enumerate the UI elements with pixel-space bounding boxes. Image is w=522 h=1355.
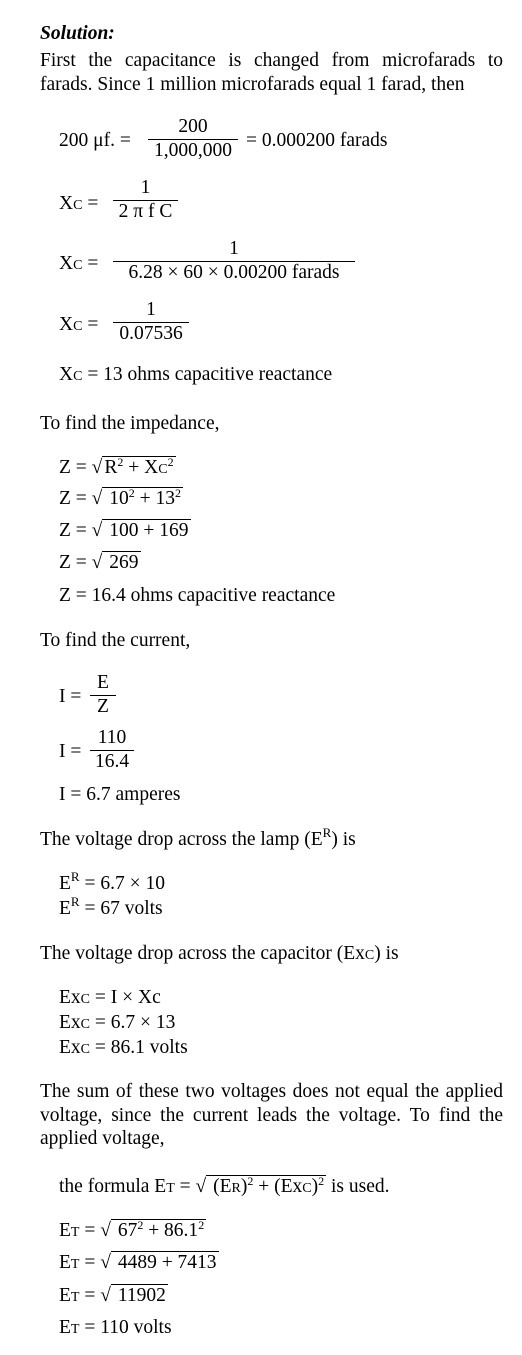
- fraction-denominator: 0.07536: [119, 323, 183, 344]
- radicand: 11902: [112, 1285, 166, 1306]
- applied-line-1: [59, 1220, 206, 1244]
- current-fraction-1: [90, 673, 116, 718]
- radicand: 100 + 169: [104, 520, 189, 541]
- radicand: [102, 487, 183, 509]
- superscript-r: R: [70, 869, 80, 884]
- capacitor-intro-end: ) is: [374, 943, 399, 964]
- exc-symbol: Ex: [59, 987, 81, 1008]
- applied-line-2: [59, 1252, 219, 1276]
- fraction-numerator: 1: [146, 299, 156, 320]
- sum-paragraph: The sum of these two voltages does not equal the applied voltage, since the current leads the voltage. To find the applied voltage,: [40, 1081, 503, 1149]
- exponent: 2: [167, 455, 174, 469]
- e-symbol: E: [59, 1220, 71, 1241]
- subscript-c: C: [80, 1042, 91, 1057]
- exc-symbol: Ex: [59, 1012, 81, 1033]
- current-result: I = 6.7 amperes: [59, 784, 181, 805]
- er-term: (E: [208, 1176, 232, 1197]
- capacitance-rhs: = 0.000200 farads: [246, 130, 388, 151]
- paren: ): [311, 1176, 319, 1197]
- capacitance-lhs: 200 μf. =: [59, 130, 131, 151]
- impedance-line-1: [59, 457, 176, 481]
- term-a: 67: [112, 1220, 138, 1241]
- lamp-result: = 67 volts: [79, 898, 163, 919]
- fraction-numerator: 200: [178, 116, 208, 137]
- e-symbol: E: [59, 1317, 71, 1338]
- current-intro: To find the current,: [40, 630, 191, 651]
- xc-subscript: C: [73, 258, 83, 273]
- radicand: [206, 1175, 326, 1197]
- impedance-line-2: [59, 488, 183, 510]
- subscript-c: C: [80, 992, 91, 1007]
- radicand: 4489 + 7413: [112, 1252, 217, 1273]
- radical-sign: = √: [174, 1176, 207, 1197]
- fraction-denominator: Z: [97, 696, 109, 717]
- xc-result: [59, 364, 332, 388]
- xc-formula-fraction: [113, 178, 178, 223]
- subscript-t: T: [166, 1181, 175, 1196]
- r-symbol: R: [104, 457, 118, 478]
- xc-subscript: C: [73, 198, 83, 213]
- subscript-r: R: [231, 1181, 241, 1196]
- intro-paragraph: First the capacitance is changed from microfarads to farads. Since 1 million microfarads equal 1 farad, then: [40, 50, 503, 95]
- plus-xc: + X: [123, 457, 159, 478]
- radicand: [111, 1219, 206, 1241]
- subscript-t: T: [70, 1257, 80, 1272]
- term-b: + 86.1: [143, 1220, 199, 1241]
- paren: ): [240, 1176, 248, 1197]
- impedance-line-3: [59, 520, 191, 542]
- z-radical-sign: Z = √: [59, 457, 103, 478]
- impedance-intro: To find the impedance,: [40, 413, 220, 434]
- exc-term: + (Ex: [253, 1176, 303, 1197]
- xc-symbol: X: [59, 314, 74, 335]
- xc-values-lhs: [59, 253, 98, 277]
- current-lhs-2: I =: [59, 741, 82, 762]
- impedance-line-4: [59, 552, 141, 574]
- current-lhs-1: I =: [59, 686, 82, 707]
- e-symbol: E: [59, 1252, 71, 1273]
- z-radical-sign: Z = √: [59, 552, 103, 573]
- e-symbol: E: [59, 898, 71, 919]
- xc-subscript: C: [158, 462, 168, 477]
- z-radical-sign: Z = √: [59, 520, 103, 541]
- lamp-intro-text: The voltage drop across the lamp (E: [40, 829, 323, 850]
- equals-sign: =: [87, 253, 99, 274]
- fraction-denominator: 6.28 × 60 × 0.00200 farads: [128, 262, 340, 283]
- capacitor-line-2: [59, 1012, 175, 1036]
- xc-values-fraction: [113, 239, 355, 284]
- subscript-t: T: [70, 1225, 80, 1240]
- superscript-r: R: [70, 894, 80, 909]
- subscript-t: T: [70, 1290, 80, 1305]
- capacitor-expression: = 6.7 × 13: [90, 1012, 176, 1033]
- exponent: 2: [137, 1218, 144, 1232]
- solution-heading: Solution:: [40, 23, 115, 44]
- capacitor-expression: = I × Xc: [90, 987, 161, 1008]
- current-fraction-2: [90, 728, 134, 773]
- equals-sign: =: [87, 193, 99, 214]
- radicand: [102, 456, 175, 478]
- xc-simplified-fraction: [113, 300, 189, 345]
- capacitor-result: = 86.1 volts: [90, 1037, 188, 1058]
- formula-end: is used.: [326, 1176, 390, 1197]
- radical-sign: = √: [79, 1220, 111, 1241]
- lamp-line-1: [59, 869, 165, 895]
- exc-symbol: Ex: [59, 1037, 81, 1058]
- exponent: 2: [318, 1174, 325, 1188]
- capacitor-intro: [40, 943, 399, 967]
- capacitor-intro-text: The voltage drop across the capacitor (Ex: [40, 943, 365, 964]
- applied-formula-line: [59, 1176, 389, 1200]
- capacitance-fraction: [148, 117, 238, 162]
- equals-sign: =: [87, 314, 99, 335]
- xc-subscript: C: [73, 369, 83, 384]
- exponent: 2: [128, 486, 135, 500]
- exponent: 2: [175, 486, 181, 500]
- xc-result-value: = 13 ohms capacitive reactance: [87, 364, 333, 385]
- fraction-denominator: 16.4: [94, 751, 130, 772]
- exponent: 2: [117, 455, 124, 469]
- radical-sign: = √: [79, 1285, 111, 1306]
- xc-simplified-lhs: [59, 314, 98, 338]
- radicand: 269: [104, 552, 139, 573]
- superscript-r: R: [322, 825, 332, 840]
- xc-symbol: X: [59, 364, 74, 385]
- term-a: 10: [104, 488, 129, 509]
- applied-line-3: [59, 1285, 168, 1309]
- subscript-c: C: [364, 948, 375, 963]
- subscript-c: C: [302, 1181, 312, 1196]
- lamp-line-2: [59, 894, 163, 920]
- xc-subscript: C: [73, 319, 83, 334]
- xc-symbol: X: [59, 193, 74, 214]
- subscript-c: C: [80, 1017, 91, 1032]
- fraction-numerator: 1: [229, 238, 239, 259]
- fraction-denominator: 2 π f C: [118, 201, 173, 222]
- e-symbol: E: [59, 1285, 71, 1306]
- exponent: 2: [198, 1218, 205, 1232]
- fraction-numerator: 110: [97, 727, 127, 748]
- radical-sign: = √: [79, 1252, 111, 1273]
- applied-result: [59, 1317, 172, 1341]
- xc-symbol: X: [59, 253, 74, 274]
- exponent: 2: [247, 1174, 254, 1188]
- xc-formula-lhs: [59, 193, 98, 217]
- fraction-numerator: E: [97, 672, 109, 693]
- formula-text: the formula E: [59, 1176, 167, 1197]
- lamp-expression: = 6.7 × 10: [79, 873, 165, 894]
- fraction-denominator: 1,000,000: [154, 140, 232, 161]
- lamp-intro-end: ) is: [331, 829, 356, 850]
- lamp-intro: [40, 825, 356, 851]
- applied-result-value: = 110 volts: [79, 1317, 172, 1338]
- e-symbol: E: [59, 873, 71, 894]
- subscript-t: T: [70, 1322, 80, 1337]
- impedance-result: Z = 16.4 ohms capacitive reactance: [59, 585, 336, 606]
- fraction-numerator: 1: [140, 177, 151, 198]
- z-radical-sign: Z = √: [59, 488, 103, 509]
- term-b: + 13: [134, 488, 175, 509]
- capacitor-line-3: [59, 1037, 188, 1061]
- capacitor-line-1: [59, 987, 161, 1011]
